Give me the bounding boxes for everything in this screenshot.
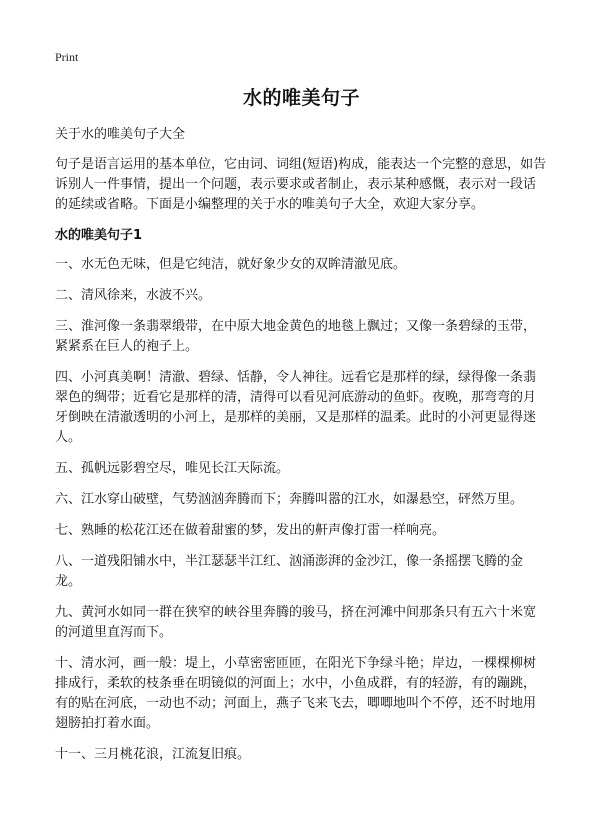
list-item: 六、江水穿山破壁，气势汹汹奔腾而下；奔腾叫嚣的江水，如瀑悬空，砰然万里。: [55, 492, 524, 507]
list-item: 五、孤帆远影碧空尽，唯见长江天际流。: [55, 461, 290, 476]
page-title: 水的唯美句子: [242, 87, 360, 109]
list-item: 八、一道残阳铺水中，半江瑟瑟半江红、汹涌澎湃的金沙江，像一条摇摆飞腾的金龙。: [55, 554, 524, 589]
section-heading: 水的唯美句子1: [55, 228, 143, 243]
intro-paragraph: 句子是语言运用的基本单位，它由词、词组(短语)构成，能表达一个完整的意思，如告诉别人一件事情，提出一个问题，表示要求或者制止，表示某种感慨，表示对一段话的延续或省略。下面是小编整理的关于水的唯美句子大全，欢迎大家分享。: [55, 157, 547, 212]
list-item: 十一、三月桃花浪，江流复旧痕。: [55, 747, 251, 762]
list-item: 三、淮河像一条翡翠缎带，在中原大地金黄色的地毯上飘过；又像一条碧绿的玉带，紧紧系在巨人的袍子上。: [55, 319, 537, 354]
sentence-list: [55, 255, 548, 765]
list-item: 二、清风徐来，水波不兴。: [55, 288, 212, 303]
list-item: 十、清水河，画一般：堤上，小草密密匝匝，在阳光下争绿斗艳；岸边，一棵棵柳树排成行，柔软的枝条垂在明镜似的河面上；水中，小鱼成群，有的轻游，有的蹦跳，有的贴在河底，一动也不动；河面上，燕子飞来飞去，唧唧地叫个不停，还不时地用翅膀拍打着水面。: [55, 656, 537, 731]
print-link[interactable]: Print: [55, 50, 79, 64]
list-item: 九、黄河水如同一群在狭窄的峡谷里奔腾的骏马，挤在河滩中间那条只有五六十米宽的河道里直泻而下。: [55, 605, 537, 640]
list-item: 七、熟睡的松花江还在做着甜蜜的梦，发出的鼾声像打雷一样响亮。: [55, 523, 446, 538]
list-item: 四、小河真美啊！清澈、碧绿、恬静，令人神往。远看它是那样的绿，绿得像一条翡翠色的绸带；近看它是那样的清，清得可以看见河底游动的鱼虾。夜晚，那弯弯的月牙倒映在清澈透明的小河上，是那样的美丽，又是那样的温柔。此时的小河更显得迷人。: [55, 370, 537, 445]
list-item: 一、水无色无味，但是它纯洁，就好象少女的双眸清澈见底。: [55, 257, 407, 272]
article-subtitle: 关于水的唯美句子大全: [55, 127, 186, 142]
